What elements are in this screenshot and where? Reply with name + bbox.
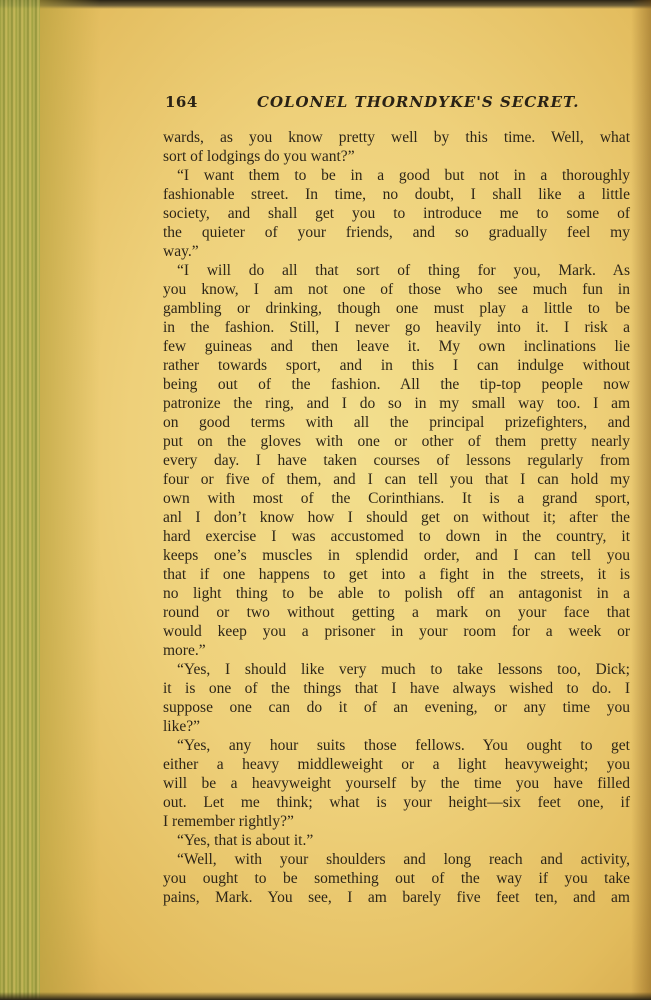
text-line: “I will do all that sort of thing for you, Mark. As xyxy=(177,262,630,279)
text-line: few guineas and then leave it. My own inclinations lie xyxy=(163,338,630,355)
text-line: in the fashion. Still, I never go heavily into it. I risk a xyxy=(163,319,630,336)
text-line: four or five of them, and I can tell you that I can hold my xyxy=(163,471,630,488)
text-line: fashionable street. In time, no doubt, I shall like a little xyxy=(163,186,630,203)
text-line: own with most of the Corinthians. It is a grand sport, xyxy=(163,490,630,507)
text-line: it is one of the things that I have always wished to do. I xyxy=(163,680,630,697)
text-line: either a heavy middleweight or a light heavyweight; you xyxy=(163,756,630,773)
text-line: sort of lodgings do you want?” xyxy=(163,148,355,165)
running-head: COLONEL THORNDYKE'S SECRET. xyxy=(257,93,580,111)
text-line: anl I don’t know how I should get on without it; after the xyxy=(163,509,630,526)
gutter-shadow xyxy=(40,0,100,1000)
text-line: out. Let me think; what is your height—six feet one, if xyxy=(163,794,630,811)
text-line: “Yes, that is about it.” xyxy=(177,832,314,849)
text-line: I remember rightly?” xyxy=(163,813,294,830)
text-line: like?” xyxy=(163,718,201,735)
text-line: gambling or drinking, though one must play a little to be xyxy=(163,300,630,317)
text-line: pains, Mark. You see, I am barely five feet ten, and am xyxy=(163,889,630,906)
text-line: patronize the ring, and I do so in my small way too. I am xyxy=(163,395,630,412)
text-line: rather towards sport, and in this I can indulge without xyxy=(163,357,630,374)
text-line: wards, as you know pretty well by this time. Well, what xyxy=(163,129,630,146)
text-line: hard exercise I was accustomed to down in the country, it xyxy=(163,528,630,545)
text-line: on good terms with all the principal prizefighters, and xyxy=(163,414,630,431)
text-line: you ought to be something out of the way if you take xyxy=(163,870,630,887)
text-line: you know, I am not one of those who see much fun in xyxy=(163,281,630,298)
text-line: put on the gloves with one or other of them pretty nearly xyxy=(163,433,630,450)
body-text xyxy=(163,128,630,907)
text-line: “Well, with your shoulders and long reach and activity, xyxy=(177,851,630,868)
page-number: 164 xyxy=(165,93,198,111)
text-line: society, and shall get you to introduce me to some of xyxy=(163,205,630,222)
text-line: suppose one can do it of an evening, or any time you xyxy=(163,699,630,716)
text-line: “Yes, any hour suits those fellows. You ought to get xyxy=(177,737,630,754)
text-line: round or two without getting a mark on your face that xyxy=(163,604,630,621)
text-line: being out of the fashion. All the tip-top people now xyxy=(163,376,630,393)
text-line: that if one happens to get into a fight in the streets, it is xyxy=(163,566,630,583)
text-line: every day. I have taken courses of lessons regularly from xyxy=(163,452,630,469)
text-line: will be a heavyweight yourself by the time you have filled xyxy=(163,775,630,792)
text-line: “Yes, I should like very much to take lessons too, Dick; xyxy=(177,661,630,678)
text-line: more.” xyxy=(163,642,206,659)
text-line: way.” xyxy=(163,243,199,260)
page-bottom-edge xyxy=(0,992,651,1000)
text-line: keeps one’s muscles in splendid order, and I can tell you xyxy=(163,547,630,564)
page-header xyxy=(165,93,630,117)
text-line: would keep you a prisoner in your room for a week or xyxy=(163,623,630,640)
text-line: no light thing to be able to polish off an antagonist in a xyxy=(163,585,630,602)
page-stack-edge xyxy=(0,0,40,1000)
text-line: the quieter of your friends, and so gradually feel my xyxy=(163,224,630,241)
text-line: “I want them to be in a good but not in a thoroughly xyxy=(177,167,630,184)
page-right-shadow xyxy=(631,0,651,1000)
